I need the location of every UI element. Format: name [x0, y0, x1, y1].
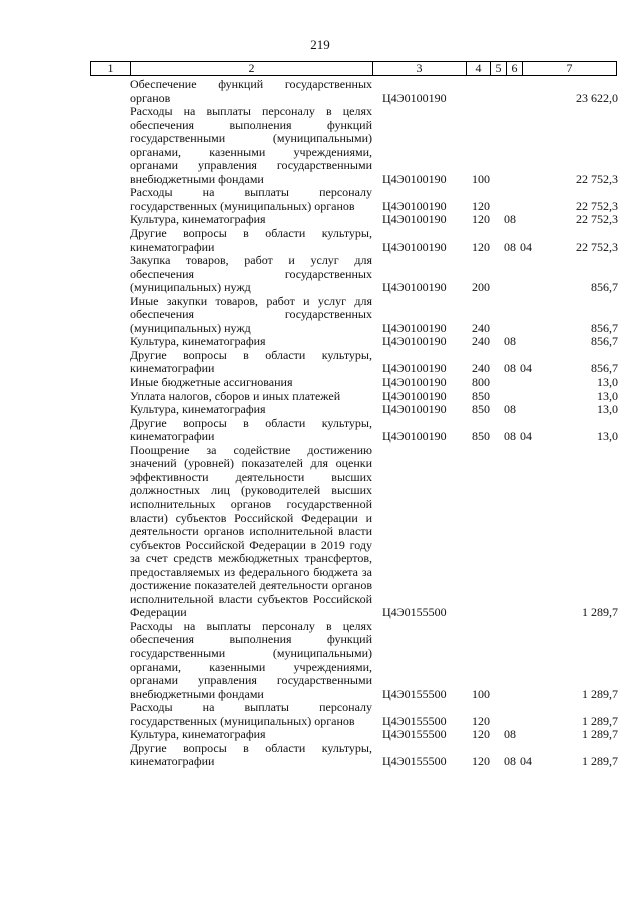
row-expense-type: 100 [472, 171, 490, 186]
row-subsection: 04 [520, 429, 532, 444]
table-row [90, 335, 616, 349]
row-amount: 856,7 [591, 320, 618, 335]
row-name: Культура, кинематография [130, 402, 266, 417]
row-target-code: Ц4Э0100190 [382, 171, 447, 186]
row-target-code: Ц4Э0155500 [382, 754, 447, 769]
row-target-code: Ц4Э0155500 [382, 713, 447, 728]
row-subsection: 04 [520, 361, 532, 376]
row-amount: 13,0 [597, 429, 618, 444]
row-target-code: Ц4Э0100190 [382, 239, 447, 254]
row-target-code: Ц4Э0155500 [382, 727, 447, 742]
row-target-code: Ц4Э0100190 [382, 212, 447, 227]
row-target-code: Ц4Э0100190 [382, 402, 447, 417]
row-section: 08 [504, 212, 516, 227]
row-name: Культура, кинематография [130, 727, 266, 742]
header-col-6: 6 [507, 62, 523, 76]
table-row [90, 417, 616, 444]
row-section: 08 [504, 754, 516, 769]
row-target-code: Ц4Э0100190 [382, 388, 447, 403]
row-target-code: Ц4Э0155500 [382, 605, 447, 620]
row-expense-type: 850 [472, 402, 490, 417]
row-target-code: Ц4Э0100190 [382, 280, 447, 295]
row-name: Расходы на выплаты персоналу в целях обеспечения выполнения функций государственными (муниципальными) органами, казенными учреждениями, органами управления государственными внебюджетными фондами [130, 104, 372, 186]
row-name: Поощрение за содействие достижению значений (уровней) показателей для оценки эффективности деятельности высших должностных лиц (руководителей высших исполнительных органов государственной власти) субъектов Российской Федерации и деятельности органов исполнительной власти субъектов Российской Федерации в 2019 году за счет средств межбюджетных трансфертов, предоставляемых из федерального бюджета за достижение показателей деятельности органов исполнительной власти субъектов Российской Федерации [130, 442, 372, 620]
row-target-code: Ц4Э0100190 [382, 320, 447, 335]
row-target-code: Ц4Э0100190 [382, 198, 447, 213]
row-name: Другие вопросы в области культуры, кинематографии [130, 740, 372, 769]
row-name: Иные бюджетные ассигнования [130, 375, 293, 390]
row-amount: 1 289,7 [582, 727, 618, 742]
row-amount: 13,0 [597, 375, 618, 390]
row-expense-type: 240 [472, 334, 490, 349]
row-section: 08 [504, 361, 516, 376]
row-expense-type: 240 [472, 320, 490, 335]
table-row [90, 403, 616, 417]
row-name: Другие вопросы в области культуры, кинематографии [130, 226, 372, 254]
row-amount: 22 752,3 [576, 239, 618, 254]
page-number: 219 [310, 37, 330, 52]
row-expense-type: 100 [472, 686, 490, 701]
header-col-2: 2 [131, 62, 373, 76]
row-section: 08 [504, 727, 516, 742]
row-name: Иные закупки товаров, работ и услуг для обеспечения государственных (муниципальных) нужд [130, 293, 372, 335]
table-row [90, 701, 616, 728]
row-expense-type: 120 [472, 713, 490, 728]
row-name: Уплата налогов, сборов и иных платежей [130, 388, 341, 403]
table-row [90, 390, 616, 404]
row-target-code: Ц4Э0100190 [382, 90, 447, 105]
table-row [90, 78, 616, 105]
row-amount: 1 289,7 [582, 686, 618, 701]
row-expense-type: 120 [472, 212, 490, 227]
row-name: Расходы на выплаты персоналу государственных (муниципальных) органов [130, 185, 372, 213]
row-amount: 1 289,7 [582, 713, 618, 728]
table-row [90, 186, 616, 213]
row-expense-type: 850 [472, 388, 490, 403]
row-expense-type: 120 [472, 754, 490, 769]
table-row [90, 620, 616, 701]
row-name: Другие вопросы в области культуры, кинематографии [130, 347, 372, 376]
row-expense-type: 850 [472, 429, 490, 444]
row-amount: 1 289,7 [582, 605, 618, 620]
table-row [90, 295, 616, 336]
table-row [90, 349, 616, 376]
table-row [90, 105, 616, 186]
header-col-7: 7 [523, 62, 617, 76]
row-expense-type: 120 [472, 239, 490, 254]
row-section: 08 [504, 334, 516, 349]
row-name: Обеспечение функций государственных органов [130, 77, 372, 105]
row-amount: 22 752,3 [576, 212, 618, 227]
header-col-1: 1 [91, 62, 131, 76]
table-row [90, 742, 616, 769]
row-name: Культура, кинематография [130, 212, 266, 227]
row-target-code: Ц4Э0100190 [382, 375, 447, 390]
row-subsection: 04 [520, 239, 532, 254]
table-row [90, 227, 616, 254]
column-header-row [90, 61, 617, 76]
row-amount: 856,7 [591, 280, 618, 295]
row-target-code: Ц4Э0155500 [382, 686, 447, 701]
row-target-code: Ц4Э0100190 [382, 429, 447, 444]
row-amount: 23 622,0 [576, 90, 618, 105]
row-amount: 13,0 [597, 388, 618, 403]
header-col-3: 3 [373, 62, 467, 76]
table-row [90, 728, 616, 742]
table-row [90, 254, 616, 295]
row-section: 08 [504, 239, 516, 254]
row-section: 08 [504, 402, 516, 417]
row-expense-type: 200 [472, 280, 490, 295]
row-name: Расходы на выплаты персоналу в целях обеспечения выполнения функций государственными (муниципальными) органами, казенными учреждениями, органами управления государственными внебюджетными фондами [130, 618, 372, 701]
row-amount: 13,0 [597, 402, 618, 417]
row-expense-type: 120 [472, 198, 490, 213]
row-target-code: Ц4Э0100190 [382, 334, 447, 349]
row-target-code: Ц4Э0100190 [382, 361, 447, 376]
row-section: 08 [504, 429, 516, 444]
row-name: Другие вопросы в области культуры, кинематографии [130, 415, 372, 444]
row-amount: 856,7 [591, 361, 618, 376]
header-col-5: 5 [491, 62, 507, 76]
row-subsection: 04 [520, 754, 532, 769]
row-amount: 1 289,7 [582, 754, 618, 769]
row-name: Расходы на выплаты персоналу государственных (муниципальных) органов [130, 700, 372, 728]
row-expense-type: 800 [472, 375, 490, 390]
row-expense-type: 120 [472, 727, 490, 742]
row-name: Закупка товаров, работ и услуг для обеспечения государственных (муниципальных) нужд [130, 253, 372, 295]
row-name: Культура, кинематография [130, 334, 266, 349]
row-amount: 856,7 [591, 334, 618, 349]
header-col-4: 4 [467, 62, 491, 76]
table-row [90, 376, 616, 390]
row-expense-type: 240 [472, 361, 490, 376]
budget-table-body [90, 78, 616, 769]
row-amount: 22 752,3 [576, 171, 618, 186]
table-row [90, 213, 616, 227]
row-amount: 22 752,3 [576, 198, 618, 213]
table-row [90, 444, 616, 620]
